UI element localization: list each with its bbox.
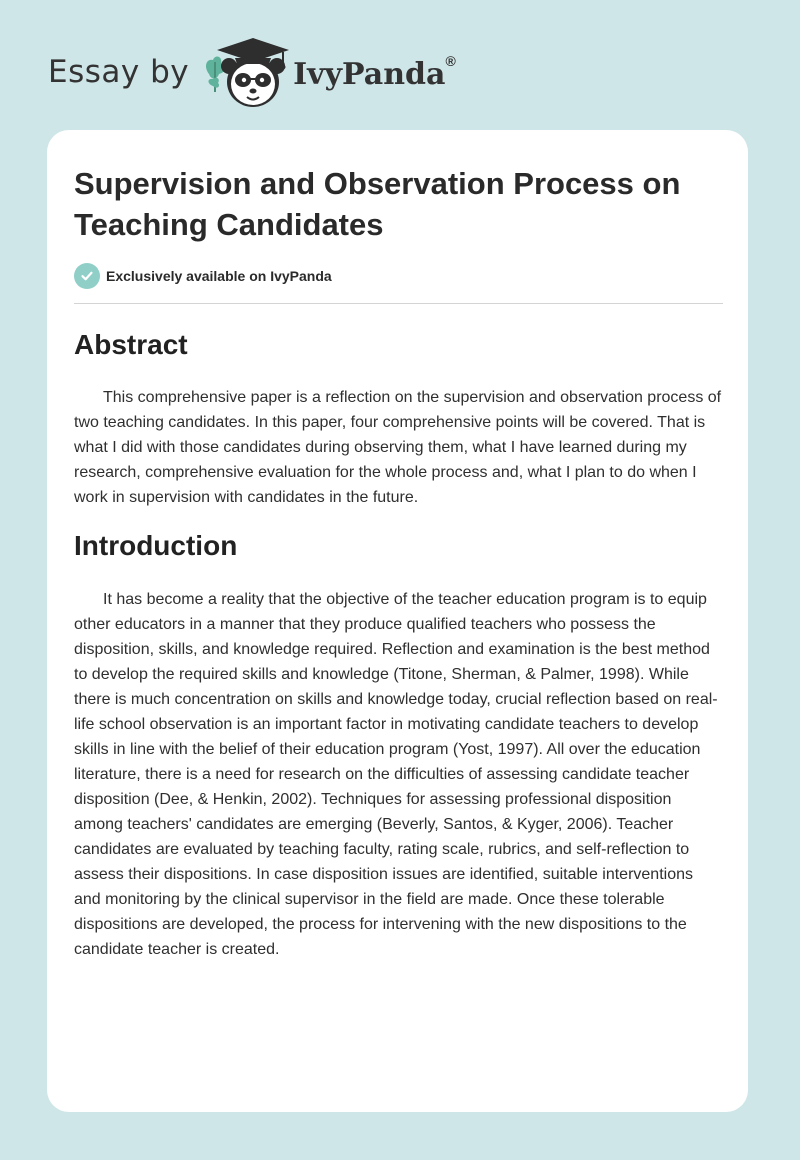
exclusive-badge [74, 263, 332, 289]
abstract-paragraph: This comprehensive paper is a reflection on the supervision and observation process of two teaching candidates. In this paper, four comprehensive points will be covered. That is what I did with those candidates during observing them, what I have learned during my research, comprehensive evaluation for the whole process and, what I plan to do when I work in supervision with candidates in the future. [74, 389, 722, 506]
introduction-paragraph: It has become a reality that the objective of the teacher education program is to equip other educators in a manner that they produce qualified teachers who possess the disposition, skills, and knowledge required. Reflection and examination is the best method to develop the required skills and knowledge (Titone, Sherman, & Palmer, 1998). While there is much concentration on skills and knowledge today, crucial reflection based on real-life school observation is an important factor in motivating candidate teachers to develop skills in line with the belief of their education program (Yost, 1997). All over the education literature, there is a need for research on the difficulties of assessing candidate teacher disposition (Dee, & Henkin, 2002). Techniques for assessing professional disposition among teachers' candidates are emerging (Beverly, Santos, & Kyger, 2006). Teacher candidates are evaluated by teaching faculty, rating scale, rubrics, and self-reflection to assess their dispositions. In case disposition issues are identified, suitable interventions and monitoring by the clinical supervisor in the field are made. Once these tolerable dispositions are developed, the process for intervening with the new dispositions to the candidate teacher is created. [74, 591, 718, 958]
page-title: Supervision and Observation Process on Teaching Candidates [74, 166, 681, 242]
registered-mark: ® [445, 52, 456, 69]
essay-by-label: Essay by [48, 54, 190, 90]
article-card [47, 130, 748, 1112]
brand-name[interactable]: IvyPanda® [293, 52, 456, 92]
badge-label: Exclusively available on IvyPanda [106, 268, 332, 284]
divider [74, 303, 723, 304]
section-heading-abstract: Abstract [74, 329, 188, 360]
site-header [48, 34, 456, 114]
panda-graduate-icon[interactable] [203, 36, 291, 112]
section-heading-introduction: Introduction [74, 530, 238, 561]
check-circle-icon [74, 263, 100, 289]
